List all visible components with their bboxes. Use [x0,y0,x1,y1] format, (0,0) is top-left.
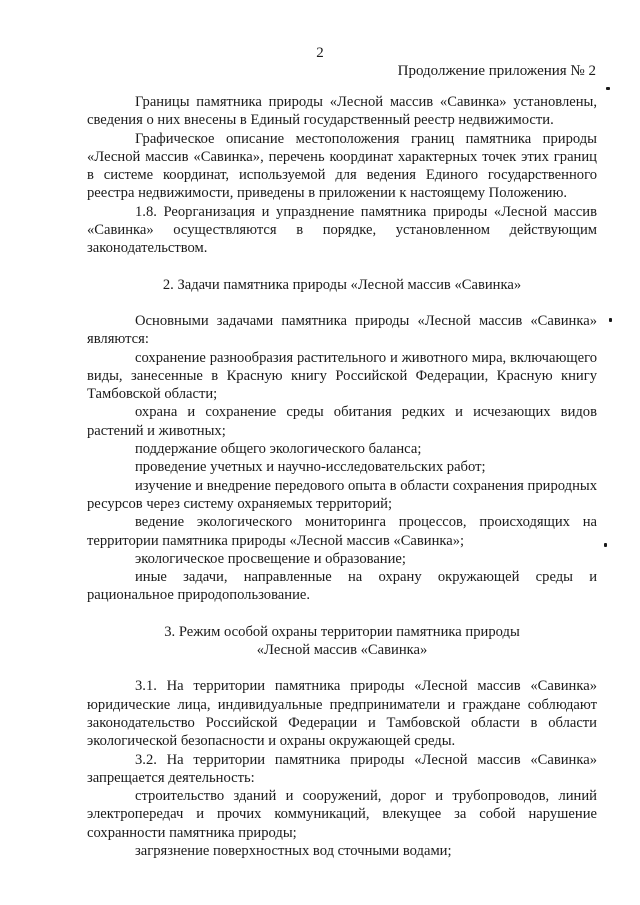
prohibited-activity-item: загрязнение поверхностных вод сточными водами; [135,842,452,859]
paragraph-3-1: 3.1. На территории памятника природы «Лесной массив «Савинка» юридические лица, индивидуальные предприниматели и граждане соблюдают законодательство Российской Федерации и Тамбовской области в области экологической безопасности и охраны окружающей среды. [87,678,597,750]
task-item: экологическое просвещение и образование; [135,550,406,567]
task-item: иные задачи, направленные на охрану окружающей среды и рациональное природопользование. [87,569,597,604]
paragraph-graphic-description: Графическое описание местоположения границ памятника природы «Лесной массив «Савинка», перечень координат характерных точек этих границ в системе координат, используемой для ведения Единого государственного реестра недвижимости, приведены в приложении к настоящему Положению. [87,130,597,202]
scan-speck [606,87,610,90]
document-body [87,93,597,860]
section-2-title: 2. Задачи памятника природы «Лесной массив «Савинка» [162,276,522,293]
task-item: поддержание общего экологического баланса; [135,441,422,458]
scan-speck [609,318,612,322]
paragraph-boundaries: Границы памятника природы «Лесной массив «Савинка» установлены, сведения о них внесены в Единый государственный реестр недвижимости. [87,94,597,129]
task-item: изучение и внедрение передового опыта в области сохранения природных ресурсов через систему охраняемых территорий; [87,477,597,512]
task-item: сохранение разнообразия растительного и животного мира, включающего виды, занесенные в Красную книгу Российской Федерации, Красную книгу Тамбовской области; [87,349,597,403]
prohibited-activity-item: строительство зданий и сооружений, дорог и трубопроводов, линий электропередач и прочих коммуникаций, влекущее за собой нарушение сохранности памятника природы; [87,788,597,841]
task-item: ведение экологического мониторинга процессов, происходящих на территории памятника природы «Лесной массив «Савинка»; [87,514,597,549]
task-item: проведение учетных и научно-исследовательских работ; [135,459,486,476]
section-2-intro: Основными задачами памятника природы «Лесной массив «Савинка» являются: [87,312,597,348]
appendix-continuation-label: Продолжение приложения № 2 [397,63,596,79]
paragraph-1-8: 1.8. Реорганизация и упразднение памятника природы «Лесной массив «Савинка» осуществляются в порядке, установленном действующим законодательством. [87,203,597,257]
scan-speck [604,543,607,547]
section-3-title-line-1: 3. Режим особой охраны территории памятника природы [164,623,520,640]
paragraph-3-2: 3.2. На территории памятника природы «Лесной массив «Савинка» запрещается деятельность: [87,751,597,786]
page-number: 2 [316,45,324,61]
section-3-title-line-2: «Лесной массив «Савинка» [256,642,428,659]
task-item: охрана и сохранение среды обитания редких и исчезающих видов растений и животных; [87,404,597,439]
